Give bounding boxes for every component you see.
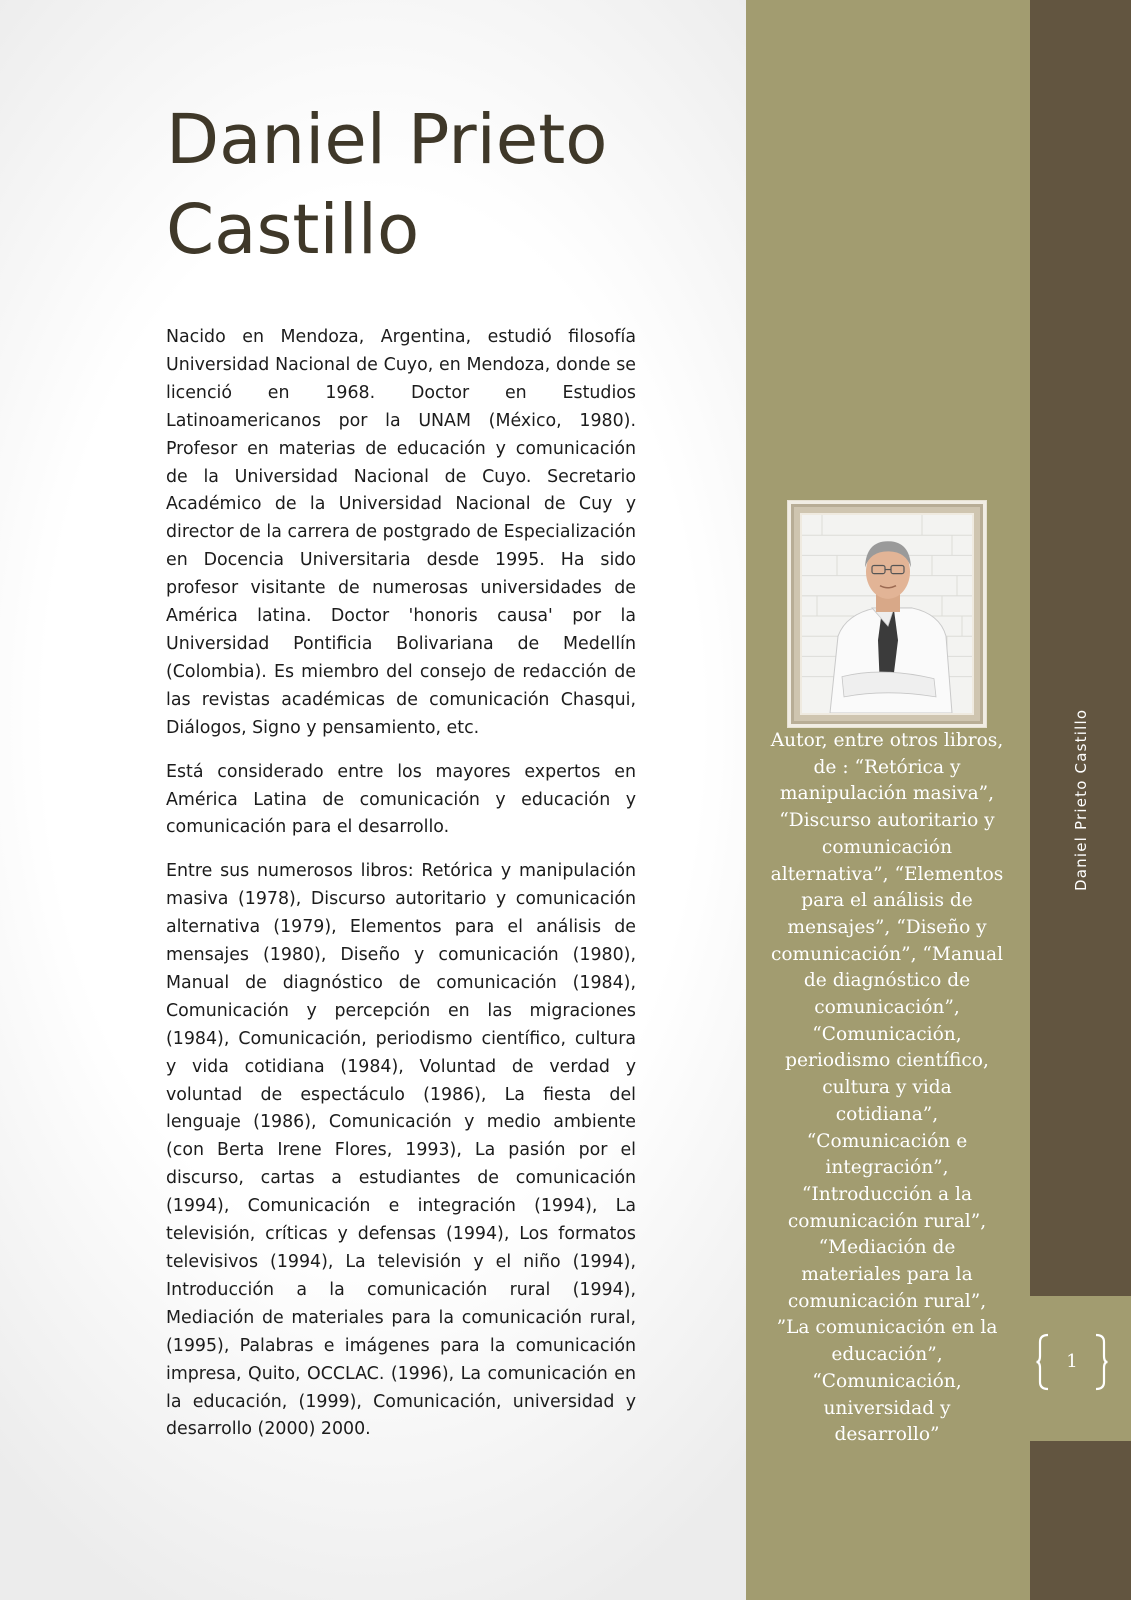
- title-line-1: Daniel Prieto: [166, 100, 608, 180]
- sidebar-quote: Autor, entre otros libros, de : “Retórica y manipulación masiva”, “Discurso autoritario y comunicación alternativa”, “Elementos para el análisis de mensajes”, “Diseño y comunicación”, “Manual de diagnóstico de comunicación”, “Comunicación, periodismo científico, cultura y vida cotidiana”, “Comunicación e integración”, “Introducción a la comunicación rural”, “Mediación de materiales para la comunicación rural”, ”La comunicación en la educación”, “Comunicación, universidad y desarrollo”: [770, 730, 1004, 1446]
- sidebar: [746, 0, 1030, 1600]
- portrait-icon: [802, 515, 972, 713]
- bio-paragraph-1: Nacido en Mendoza, Argentina, estudió filosofía Universidad Nacional de Cuyo, en Mendoza, donde se licenció en 1968. Doctor en Estudios Latinoamericanos por la UNAM (México, 1980). Profesor en materias de educación y comunicación de la Universidad Nacional de Cuyo. Secretario Académico de la Universidad Nacional de Cuy y director de la carrera de postgrado de Especialización en Docencia Universitaria desde 1995. Ha sido profesor visitante de numerosas universidades de América latina. Doctor 'honoris causa' por la Universidad Pontificia Bolivariana de Medellín (Colombia). Es miembro del consejo de redacción de las revistas académicas de comunicación Chasqui, Diálogos, Signo y pensamiento, etc.: [166, 327, 636, 738]
- portrait-photo: [800, 513, 974, 715]
- portrait-frame: [788, 501, 986, 727]
- bio-paragraph-2: Está considerado entre los mayores expertos en América Latina de comunicación y educación y comunicación para el desarrollo.: [166, 761, 636, 838]
- page-number: 1: [1066, 1351, 1078, 1372]
- running-title: [1071, 708, 1091, 892]
- title-line-2: Castillo: [166, 190, 420, 270]
- biography: [166, 324, 636, 1460]
- running-title-text: Daniel Prieto Castillo: [1072, 708, 1090, 891]
- page-title: [166, 95, 706, 275]
- bio-paragraph-3: Entre sus numerosos libros: Retórica y manipulación masiva (1978), Discurso autoritario y comunicación alternativa (1979), Elementos para el análisis de mensajes (1980), Diseño y comunicación (1980), Manual de diagnóstico de comunicación (1984), Comunicación y percepción en las migraciones (1984), Comunicación, periodismo científico, cultura y vida cotidiana (1984), Voluntad de verdad y voluntad de espectáculo (1986), La fiesta del lenguaje (1986), Comunicación y medio ambiente (con Berta Irene Flores, 1993), La pasión por el discurso, cartas a estudiantes de comunicación (1994), Comunicación e integración (1994), La televisión, críticas y defensas (1994), Los formatos televisivos (1994), La televisión y el niño (1994), Introducción a la comunicación rural (1994), Mediación de materiales para la comunicación rural, (1995), Palabras e imágenes para la comunicación impresa, Quito, OCCLAC. (1996), La comunicación en la educación, (1999), Comunicación, universidad y desarrollo (2000) 2000.: [166, 861, 636, 1440]
- page-number-frame: [1036, 1333, 1108, 1391]
